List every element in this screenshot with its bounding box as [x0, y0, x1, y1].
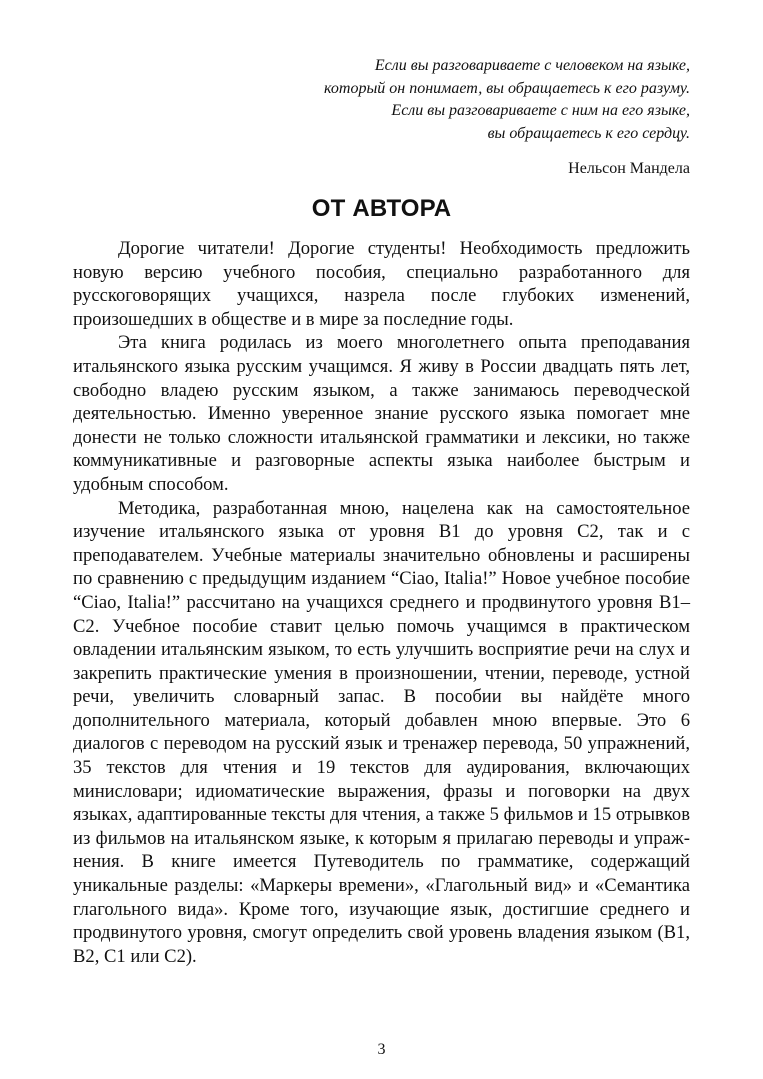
- paragraph: Дорогие читатели! Дорогие студенты! Необходимость предложить новую версию учебного пособия, специально разработанного для русскоговорящих учащихся, назрела после глубоких изменений, произошедших в обществе и в мире за последние годы.: [73, 238, 690, 330]
- body-text: [73, 237, 690, 968]
- epigraph-line: Если вы разговариваете с человеком на языке,: [374, 57, 690, 74]
- epigraph-line: вы обращаетесь к его сердцу.: [487, 124, 690, 142]
- page-number: 3: [377, 1041, 386, 1058]
- epigraph-line: Если вы разговариваете с ним на его языке,: [391, 102, 690, 120]
- paragraph: Методика, разработанная мною, нацелена как на самостоятельное изучение итальянского языка от уровня В1 до уровня С2, так и с преподавателем. Учебные материалы значительно обновлены и расширены по сравнению с предыдущим изданием “Ciao, Italia!” Новое учебное пособие “Ciao, Italia!” рассчитано на учащихся среднего и продвинутого уровня В1–С2. Учебное пособие ставит целью помочь учащимся в практическом овладении итальянским языком, то есть улучшить восприятие речи на слух и закрепить практические умения в произношении, чтении, переводе, устной речи, увеличить словарный запас. В пособии вы найдёте много дополнительного материала, который добавлен мною впервые. Это 6 диалогов с переводом на русский язык и тренажер перевода, 50 упражнений, 35 текстов для чтения и 19 текстов для аудирования, включающих минисловари; идиоматические выражения, фразы и поговорки на двух языках, адаптированные тексты для чтения, а также 5 фильмов и 15 отрывков из фильмов на итальянском языке, к которым я прилагаю переводы и упражнения. В книге имеется Путеводитель по грамматике, содержащий уникальные разделы: «Маркеры времени», «Глагольный вид» и «Семантика глагольного вида». Кроме того, изучающие язык, достигшие среднего и продвинутого уровня, смогут определить свой уровень владения языком (В1, В2, С1 или С2).: [73, 497, 690, 967]
- epigraph-line: который он понимает, вы обращаетесь к его разуму.: [324, 79, 690, 97]
- epigraph-attribution: Нельсон Мандела: [568, 160, 690, 177]
- epigraph: [324, 55, 690, 145]
- paragraph: Эта книга родилась из моего многолетнего опыта преподавания итальянского языка русским учащимся. Я живу в России двадцать пять лет, свободно владею русским языком, а также занимаюсь переводческой деятельностью. Именно уверенное знание русского языка помогает мне донести не только сложности итальянской грамматики и лексики, но также коммуникативные и разговорные аспекты языка наиболее быстрым и удобным способом.: [73, 332, 690, 495]
- section-heading: ОТ АВТОРА: [311, 195, 452, 222]
